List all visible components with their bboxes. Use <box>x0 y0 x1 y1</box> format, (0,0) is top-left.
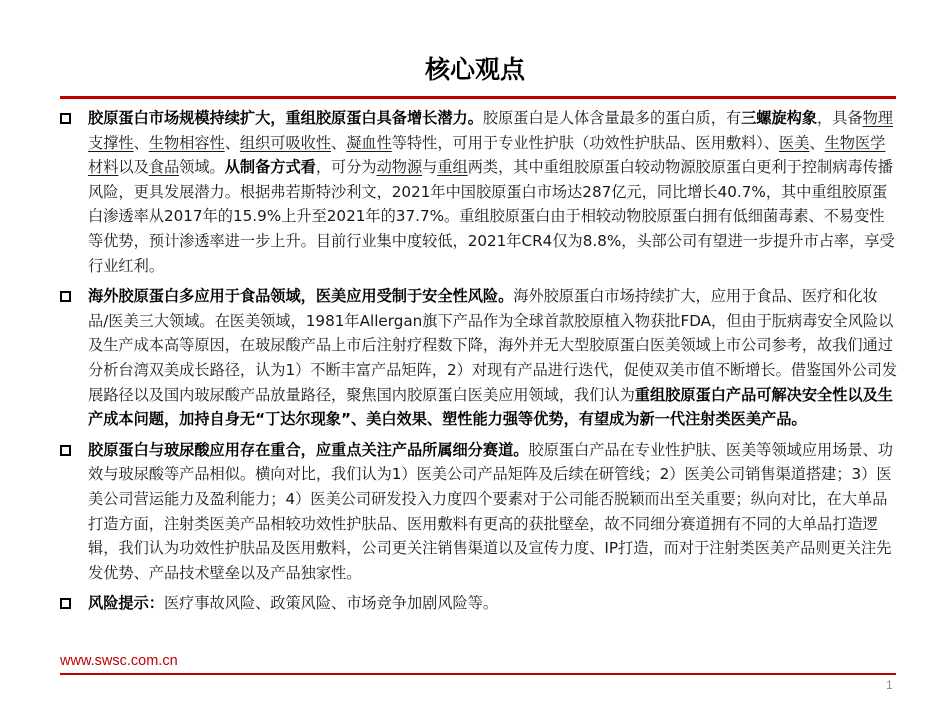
square-bullet-icon <box>60 291 71 302</box>
square-bullet-icon <box>60 598 71 609</box>
footer-divider <box>60 673 896 675</box>
square-bullet-icon <box>60 445 71 456</box>
key-points-list <box>58 106 898 616</box>
square-bullet-icon <box>60 113 71 124</box>
page-number: 1 <box>886 678 893 692</box>
footer-website-link[interactable]: www.swsc.com.cn <box>60 653 178 669</box>
page-title: 核心观点 <box>424 55 525 84</box>
bullet-risk-warning: 风险提示：医疗事故风险、政策风险、市场竞争加剧风险等。 <box>58 591 898 616</box>
bullet-segment-focus: 胶原蛋白与玻尿酸应用存在重合，应重点关注产品所属细分赛道。胶原蛋白产品在专业性护肤、医美等领域应用场景、功效与玻尿酸等产品相似。横向对比，我们认为1）医美公司产品矩阵及后续在研管线；2）医美公司销售渠道搭建；3）医美公司营运能力及盈利能力；4）医美公司研发投入力度四个要素对于公司能否脱颖而出至关重要；纵向对比，在大单品打造方面，注射类医美产品相较功效性护肤品、医用敷料有更高的获批壁垒，故不同细分赛道拥有不同的大单品打造逻辑，我们认为功效性护肤品及医用敷料，公司更关注销售渠道以及宣传力度、IP打造，而对于注射类医美产品则更关注先发优势、产品技术壁垒以及产品独家性。 <box>58 438 898 586</box>
bullet-overseas-market: 海外胶原蛋白多应用于食品领域，医美应用受制于安全性风险。海外胶原蛋白市场持续扩大，应用于食品、医疗和化妆品/医美三大领域。在医美领域，1981年Allergan旗下产品作为全球首款胶原植入物获批FDA，但由于朊病毒安全风险以及生产成本高等原因，在玻尿酸产品上市后注射疗程数下降，海外并无大型胶原蛋白医美领域上市公司参考，故我们通过分析台湾双美成长路径，认为1）不断丰富产品矩阵，2）对现有产品进行迭代，促使双美市值不断增长。借鉴国外公司发展路径以及国内玻尿酸产品放量路径，聚焦国内胶原蛋白医美应用领域，我们认为重组胶原蛋白产品可解决安全性以及生产成本问题，加持自身无“丁达尔现象”、美白效果、塑性能力强等优势，有望成为新一代注射类医美产品。 <box>58 284 898 432</box>
bullet-market-growth: 胶原蛋白市场规模持续扩大，重组胶原蛋白具备增长潜力。胶原蛋白是人体含量最多的蛋白质，有三螺旋构象，具备物理支撑性、生物相容性、组织可吸收性、凝血性等特性，可用于专业性护肤（功效性护肤品、医用敷料）、医美、生物医学材料以及食品领域。从制备方式看，可分为动物源与重组两类，其中重组胶原蛋白较动物源胶原蛋白更利于控制病毒传播风险，更具发展潜力。根据弗若斯特沙利文，2021年中国胶原蛋白市场达287亿元，同比增长40.7%，其中重组胶原蛋白渗透率从2017年的15.9%上升至2021年的37.7%。重组胶原蛋白由于相较动物胶原蛋白拥有低细菌毒素、不易变性等优势，预计渗透率进一步上升。目前行业集中度较低，2021年CR4仅为8.8%，头部公司有望进一步提升市占率，享受行业红利。 <box>58 106 898 278</box>
title-divider <box>60 96 896 99</box>
